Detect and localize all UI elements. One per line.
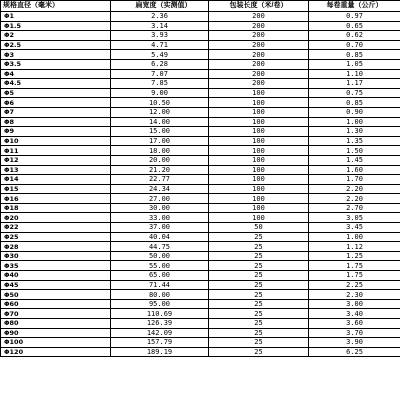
cell-flat-width: 15.00 <box>111 127 209 137</box>
cell-roll-weight: 2.20 <box>309 184 400 194</box>
table-body <box>1 12 400 357</box>
header-roll-weight: 每卷重量（公斤） <box>309 1 400 12</box>
cell-diameter: Φ16 <box>1 194 111 204</box>
table-row <box>1 203 400 213</box>
table-row <box>1 232 400 242</box>
cell-flat-width: 126.39 <box>111 319 209 329</box>
cell-flat-width: 157.79 <box>111 338 209 348</box>
cell-roll-weight: 3.05 <box>309 213 400 223</box>
table-row <box>1 213 400 223</box>
table-row <box>1 251 400 261</box>
cell-package-length: 200 <box>209 12 309 22</box>
table-row <box>1 12 400 22</box>
cell-roll-weight: 1.60 <box>309 165 400 175</box>
cell-roll-weight: 1.75 <box>309 261 400 271</box>
cell-flat-width: 12.00 <box>111 107 209 117</box>
cell-roll-weight: 1.12 <box>309 242 400 252</box>
table-row <box>1 98 400 108</box>
cell-diameter: Φ12 <box>1 155 111 165</box>
table-row <box>1 59 400 69</box>
cell-diameter: Φ4 <box>1 69 111 79</box>
cell-package-length: 100 <box>209 127 309 137</box>
table-row <box>1 328 400 338</box>
cell-roll-weight: 3.40 <box>309 309 400 319</box>
header-row <box>1 1 400 12</box>
cell-flat-width: 2.36 <box>111 12 209 22</box>
cell-roll-weight: 1.10 <box>309 69 400 79</box>
cell-package-length: 25 <box>209 280 309 290</box>
cell-flat-width: 7.85 <box>111 79 209 89</box>
cell-package-length: 25 <box>209 251 309 261</box>
cell-roll-weight: 0.97 <box>309 12 400 22</box>
cell-package-length: 25 <box>209 261 309 271</box>
cell-package-length: 25 <box>209 242 309 252</box>
cell-package-length: 25 <box>209 290 309 300</box>
cell-diameter: Φ28 <box>1 242 111 252</box>
cell-package-length: 200 <box>209 69 309 79</box>
cell-roll-weight: 0.62 <box>309 31 400 41</box>
cell-roll-weight: 3.70 <box>309 328 400 338</box>
table-row <box>1 290 400 300</box>
cell-diameter: Φ11 <box>1 146 111 156</box>
cell-diameter: Φ5 <box>1 88 111 98</box>
cell-roll-weight: 0.85 <box>309 50 400 60</box>
cell-flat-width: 22.77 <box>111 175 209 185</box>
cell-flat-width: 30.00 <box>111 203 209 213</box>
cell-flat-width: 142.09 <box>111 328 209 338</box>
table-row <box>1 319 400 329</box>
cell-diameter: Φ22 <box>1 223 111 233</box>
cell-roll-weight: 1.05 <box>309 59 400 69</box>
cell-package-length: 100 <box>209 146 309 156</box>
table-row <box>1 146 400 156</box>
cell-diameter: Φ30 <box>1 251 111 261</box>
header-flat-width: 扁宽度（实测值） <box>111 1 209 12</box>
cell-package-length: 200 <box>209 79 309 89</box>
cell-flat-width: 9.00 <box>111 88 209 98</box>
cell-flat-width: 33.00 <box>111 213 209 223</box>
table-row <box>1 184 400 194</box>
cell-roll-weight: 1.70 <box>309 175 400 185</box>
header-diameter: 规格直径（毫米） <box>1 1 111 12</box>
cell-flat-width: 27.00 <box>111 194 209 204</box>
cell-flat-width: 3.93 <box>111 31 209 41</box>
cell-flat-width: 14.00 <box>111 117 209 127</box>
cell-diameter: Φ6 <box>1 98 111 108</box>
table-row <box>1 155 400 165</box>
cell-diameter: Φ3.5 <box>1 59 111 69</box>
table-row <box>1 136 400 146</box>
cell-package-length: 200 <box>209 21 309 31</box>
cell-flat-width: 24.34 <box>111 184 209 194</box>
cell-diameter: Φ100 <box>1 338 111 348</box>
table-row <box>1 299 400 309</box>
cell-roll-weight: 2.20 <box>309 194 400 204</box>
cell-diameter: Φ8 <box>1 117 111 127</box>
cell-package-length: 100 <box>209 194 309 204</box>
cell-package-length: 100 <box>209 165 309 175</box>
table-row <box>1 280 400 290</box>
cell-diameter: Φ1.5 <box>1 21 111 31</box>
cell-roll-weight: 3.60 <box>309 319 400 329</box>
cell-roll-weight: 0.90 <box>309 107 400 117</box>
cell-flat-width: 18.00 <box>111 146 209 156</box>
table-row <box>1 31 400 41</box>
cell-flat-width: 3.14 <box>111 21 209 31</box>
cell-roll-weight: 1.25 <box>309 251 400 261</box>
cell-roll-weight: 2.70 <box>309 203 400 213</box>
cell-roll-weight: 0.70 <box>309 40 400 50</box>
cell-roll-weight: 0.65 <box>309 21 400 31</box>
table-row <box>1 242 400 252</box>
cell-diameter: Φ45 <box>1 280 111 290</box>
header-package-length: 包装长度（米/卷） <box>209 1 309 12</box>
cell-roll-weight: 1.30 <box>309 127 400 137</box>
cell-package-length: 25 <box>209 328 309 338</box>
cell-roll-weight: 1.17 <box>309 79 400 89</box>
cell-flat-width: 71.44 <box>111 280 209 290</box>
cell-flat-width: 110.69 <box>111 309 209 319</box>
cell-roll-weight: 1.35 <box>309 136 400 146</box>
cell-flat-width: 7.07 <box>111 69 209 79</box>
cell-diameter: Φ3 <box>1 50 111 60</box>
cell-diameter: Φ18 <box>1 203 111 213</box>
cell-flat-width: 65.00 <box>111 271 209 281</box>
cell-flat-width: 6.28 <box>111 59 209 69</box>
cell-package-length: 200 <box>209 40 309 50</box>
cell-roll-weight: 2.25 <box>309 280 400 290</box>
cell-package-length: 25 <box>209 347 309 357</box>
cell-package-length: 25 <box>209 338 309 348</box>
cell-diameter: Φ2 <box>1 31 111 41</box>
cell-diameter: Φ9 <box>1 127 111 137</box>
table-row <box>1 79 400 89</box>
cell-package-length: 100 <box>209 175 309 185</box>
cell-package-length: 25 <box>209 299 309 309</box>
cell-flat-width: 37.00 <box>111 223 209 233</box>
cell-flat-width: 10.50 <box>111 98 209 108</box>
cell-package-length: 100 <box>209 213 309 223</box>
table-row <box>1 338 400 348</box>
table-row <box>1 69 400 79</box>
table-row <box>1 117 400 127</box>
table-row <box>1 127 400 137</box>
cell-diameter: Φ40 <box>1 271 111 281</box>
cell-package-length: 100 <box>209 136 309 146</box>
table-row <box>1 40 400 50</box>
table-row <box>1 21 400 31</box>
cell-diameter: Φ70 <box>1 309 111 319</box>
cell-diameter: Φ7 <box>1 107 111 117</box>
cell-roll-weight: 1.50 <box>309 146 400 156</box>
cell-package-length: 100 <box>209 98 309 108</box>
cell-flat-width: 55.00 <box>111 261 209 271</box>
cell-package-length: 25 <box>209 271 309 281</box>
table-row <box>1 261 400 271</box>
cell-flat-width: 189.19 <box>111 347 209 357</box>
cell-flat-width: 20.00 <box>111 155 209 165</box>
table-row <box>1 88 400 98</box>
cell-package-length: 25 <box>209 309 309 319</box>
cell-diameter: Φ4.5 <box>1 79 111 89</box>
cell-package-length: 200 <box>209 31 309 41</box>
cell-roll-weight: 0.75 <box>309 88 400 98</box>
cell-diameter: Φ35 <box>1 261 111 271</box>
cell-diameter: Φ120 <box>1 347 111 357</box>
cell-flat-width: 21.20 <box>111 165 209 175</box>
cell-diameter: Φ60 <box>1 299 111 309</box>
cell-package-length: 100 <box>209 203 309 213</box>
cell-diameter: Φ50 <box>1 290 111 300</box>
cell-flat-width: 5.49 <box>111 50 209 60</box>
cell-package-length: 100 <box>209 88 309 98</box>
cell-diameter: Φ20 <box>1 213 111 223</box>
cell-flat-width: 95.00 <box>111 299 209 309</box>
cell-diameter: Φ80 <box>1 319 111 329</box>
table-row <box>1 347 400 357</box>
cell-roll-weight: 2.30 <box>309 290 400 300</box>
cell-flat-width: 4.71 <box>111 40 209 50</box>
cell-roll-weight: 3.90 <box>309 338 400 348</box>
cell-package-length: 200 <box>209 59 309 69</box>
table-row <box>1 309 400 319</box>
cell-diameter: Φ90 <box>1 328 111 338</box>
table-row <box>1 194 400 204</box>
cell-diameter: Φ1 <box>1 12 111 22</box>
cell-package-length: 100 <box>209 184 309 194</box>
cell-diameter: Φ2.5 <box>1 40 111 50</box>
cell-roll-weight: 1.75 <box>309 271 400 281</box>
table-row <box>1 175 400 185</box>
cell-flat-width: 80.00 <box>111 290 209 300</box>
cell-flat-width: 44.75 <box>111 242 209 252</box>
cell-roll-weight: 1.45 <box>309 155 400 165</box>
table-row <box>1 223 400 233</box>
cell-diameter: Φ10 <box>1 136 111 146</box>
cell-flat-width: 50.00 <box>111 251 209 261</box>
table-row <box>1 165 400 175</box>
table-row <box>1 50 400 60</box>
cell-roll-weight: 1.00 <box>309 232 400 242</box>
cell-diameter: Φ15 <box>1 184 111 194</box>
cell-roll-weight: 3.45 <box>309 223 400 233</box>
cell-roll-weight: 1.00 <box>309 117 400 127</box>
cell-flat-width: 40.04 <box>111 232 209 242</box>
cell-roll-weight: 6.25 <box>309 347 400 357</box>
cell-package-length: 200 <box>209 50 309 60</box>
cell-package-length: 100 <box>209 117 309 127</box>
cell-diameter: Φ13 <box>1 165 111 175</box>
cell-package-length: 100 <box>209 155 309 165</box>
table-row <box>1 271 400 281</box>
cell-flat-width: 17.00 <box>111 136 209 146</box>
cell-package-length: 50 <box>209 223 309 233</box>
cell-roll-weight: 0.85 <box>309 98 400 108</box>
cell-roll-weight: 3.00 <box>309 299 400 309</box>
cell-package-length: 25 <box>209 232 309 242</box>
table-row <box>1 107 400 117</box>
cell-package-length: 100 <box>209 107 309 117</box>
cell-diameter: Φ14 <box>1 175 111 185</box>
cell-diameter: Φ25 <box>1 232 111 242</box>
cell-package-length: 25 <box>209 319 309 329</box>
